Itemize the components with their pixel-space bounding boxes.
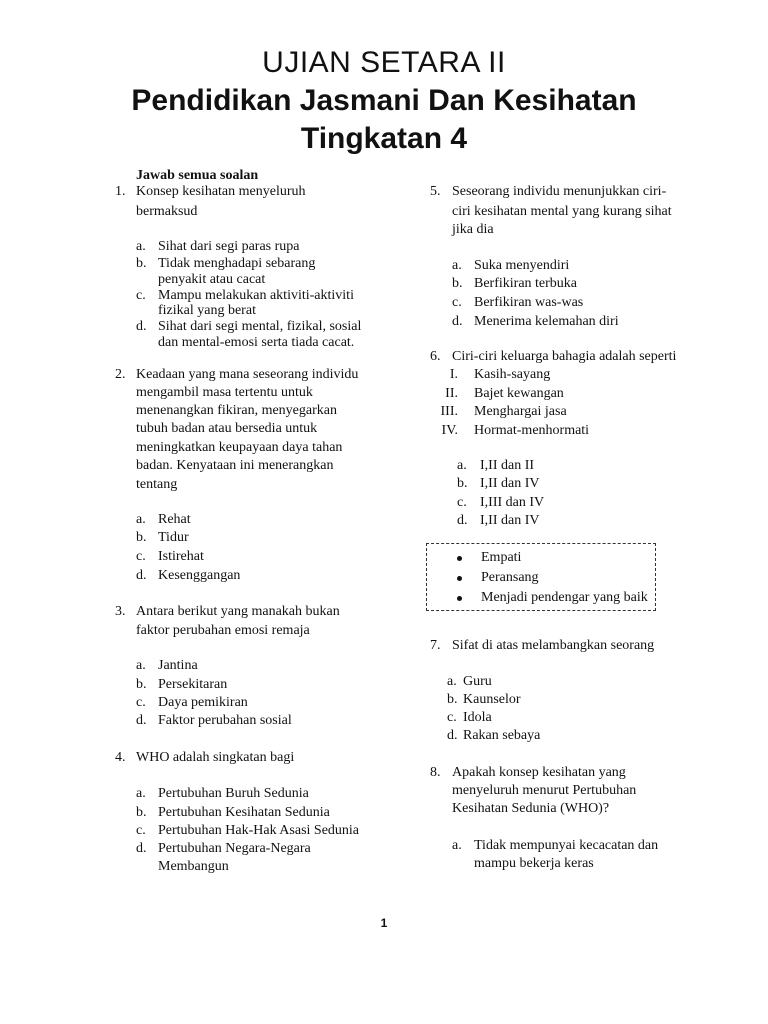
bullet-icon: [457, 596, 462, 601]
q5-option-d: Menerima kelemahan diri: [474, 314, 619, 329]
q7-option-letter: b.: [447, 692, 458, 707]
q2-option-c: Istirehat: [158, 549, 204, 564]
q1-option-b: Tidak menghadapi sebarang: [158, 256, 316, 271]
q8-number: 8.: [430, 765, 441, 780]
q6-roman-item: Hormat-menhormati: [474, 423, 590, 438]
q6-roman-item: Bajet kewangan: [474, 386, 564, 401]
q2-option-letter: a.: [136, 512, 146, 527]
q1-option-b-cont: penyakit atau cacat: [158, 272, 266, 287]
q3-option-c: Daya pemikiran: [158, 695, 248, 710]
instruction: Jawab semua soalan: [136, 168, 259, 183]
q1-option-letter: b.: [136, 256, 147, 271]
q4-option-letter: a.: [136, 786, 146, 801]
q2-text-line: meningkatkan keupayaan daya tahan: [136, 440, 343, 455]
q4-option-b: Pertubuhan Kesihatan Sedunia: [158, 805, 330, 820]
q2-text-line: badan. Kenyataan ini menerangkan: [136, 458, 334, 473]
q1-option-c-cont: fizikal yang berat: [158, 303, 256, 318]
q2-option-letter: c.: [136, 549, 146, 564]
q5-option-letter: c.: [452, 295, 462, 310]
q6-roman-num: III.: [440, 404, 458, 419]
q7-option-letter: d.: [447, 728, 458, 743]
q2-option-b: Tidur: [158, 530, 189, 545]
q5-option-c: Berfikiran was-was: [474, 295, 584, 310]
q5-text-line: jika dia: [452, 222, 494, 237]
q5-option-letter: d.: [452, 314, 463, 329]
q6-roman-item: Kasih-sayang: [474, 367, 551, 382]
q2-text-line: mengambil masa tertentu untuk: [136, 385, 313, 400]
q8-text-line: menyeluruh menurut Pertubuhan: [452, 783, 637, 798]
q1-option-a: Sihat dari segi paras rupa: [158, 239, 300, 254]
q5-option-letter: a.: [452, 258, 462, 273]
q6-option-letter: d.: [457, 513, 468, 528]
q2-option-d: Kesenggangan: [158, 568, 241, 583]
q2-option-letter: d.: [136, 568, 147, 583]
q6-option-letter: c.: [457, 495, 467, 510]
subject-line: Pendidikan Jasmani Dan Kesihatan: [131, 84, 637, 117]
q3-option-letter: b.: [136, 677, 147, 692]
q2-text-line: tentang: [136, 477, 178, 492]
q6-option-c: I,III dan IV: [480, 495, 545, 510]
q7-option-d: Rakan sebaya: [463, 728, 541, 743]
q1-option-letter: a.: [136, 239, 146, 254]
q5-text-line: ciri kesihatan mental yang kurang sihat: [452, 204, 672, 219]
q3-option-letter: c.: [136, 695, 146, 710]
q7-text-line: Sifat di atas melambangkan seorang: [452, 638, 655, 653]
q3-text-line: Antara berikut yang manakah bukan: [136, 604, 340, 619]
q4-option-c: Pertubuhan Hak-Hak Asasi Sedunia: [158, 823, 360, 838]
q7-option-letter: c.: [447, 710, 457, 725]
q7-option-b: Kaunselor: [463, 692, 521, 707]
q1-option-letter: d.: [136, 319, 147, 334]
q5-number: 5.: [430, 184, 441, 199]
q8-text-line: Kesihatan Sedunia (WHO)?: [452, 801, 610, 816]
q1-text-line: bermaksud: [136, 204, 198, 219]
q8-option-letter: a.: [452, 838, 462, 853]
q4-option-letter: b.: [136, 805, 147, 820]
trait-item: Menjadi pendengar yang baik: [481, 590, 648, 605]
form-line: Tingkatan 4: [300, 122, 468, 155]
q1-option-d: Sihat dari segi mental, fizikal, sosial: [158, 319, 362, 334]
q8-option-a: Tidak mempunyai kecacatan dan: [474, 838, 659, 853]
subject-title: [0, 82, 768, 158]
q2-number: 2.: [115, 367, 126, 382]
q6-option-a: I,II dan II: [480, 458, 535, 473]
q2-text-line: tubuh badan atau bersedia untuk: [136, 421, 318, 436]
q7-option-letter: a.: [447, 674, 457, 689]
q8-option-a-cont: mampu bekerja keras: [474, 856, 594, 871]
exam-title: UJIAN SETARA II: [262, 46, 506, 79]
q1-option-c: Mampu melakukan aktiviti-aktiviti: [158, 288, 354, 303]
q4-option-letter: d.: [136, 841, 147, 856]
q4-text-line: WHO adalah singkatan bagi: [136, 750, 295, 765]
q4-option-d: Pertubuhan Negara-Negara: [158, 841, 311, 856]
q2-text-line: Keadaan yang mana seseorang individu: [136, 367, 359, 382]
q5-option-b: Berfikiran terbuka: [474, 276, 578, 291]
q6-number: 6.: [430, 349, 441, 364]
q7-number: 7.: [430, 638, 441, 653]
q6-option-letter: b.: [457, 476, 468, 491]
bullet-icon: [457, 556, 462, 561]
q1-number: 1.: [115, 184, 126, 199]
q5-text-line: Seseorang individu menunjukkan ciri-: [452, 184, 667, 199]
q4-option-a: Pertubuhan Buruh Sedunia: [158, 786, 309, 801]
q5-option-letter: b.: [452, 276, 463, 291]
q7-option-c: Idola: [463, 710, 492, 725]
q3-option-d: Faktor perubahan sosial: [158, 713, 292, 728]
q3-option-a: Jantina: [158, 658, 198, 673]
q3-option-letter: a.: [136, 658, 146, 673]
q6-option-b: I,II dan IV: [480, 476, 540, 491]
q6-option-d: I,II dan IV: [480, 513, 540, 528]
q6-text-line: Ciri-ciri keluarga bahagia adalah seperti: [452, 349, 677, 364]
q3-option-b: Persekitaran: [158, 677, 228, 692]
q2-option-letter: b.: [136, 530, 147, 545]
q3-text-line: faktor perubahan emosi remaja: [136, 623, 310, 638]
trait-item: Empati: [481, 550, 522, 565]
q3-number: 3.: [115, 604, 126, 619]
q1-text-line: Konsep kesihatan menyeluruh: [136, 184, 306, 199]
q2-text-line: menenangkan fikiran, menyegarkan: [136, 403, 337, 418]
q7-option-a: Guru: [463, 674, 492, 689]
q4-option-d-cont: Membangun: [158, 859, 229, 874]
q8-text-line: Apakah konsep kesihatan yang: [452, 765, 626, 780]
trait-item: Peransang: [481, 570, 539, 585]
bullet-icon: [457, 576, 462, 581]
q6-option-letter: a.: [457, 458, 467, 473]
q6-roman-item: Menghargai jasa: [474, 404, 567, 419]
q2-option-a: Rehat: [158, 512, 191, 527]
q6-roman-num: II.: [445, 386, 458, 401]
q4-number: 4.: [115, 750, 126, 765]
q5-option-a: Suka menyendiri: [474, 258, 570, 273]
q4-option-letter: c.: [136, 823, 146, 838]
q1-option-d-cont: dan mental-emosi serta tiada cacat.: [158, 335, 355, 350]
q3-option-letter: d.: [136, 713, 147, 728]
q6-roman-num: IV.: [441, 423, 458, 438]
q1-option-letter: c.: [136, 288, 146, 303]
q6-roman-num: I.: [449, 367, 458, 382]
page-number: 1: [380, 916, 388, 930]
